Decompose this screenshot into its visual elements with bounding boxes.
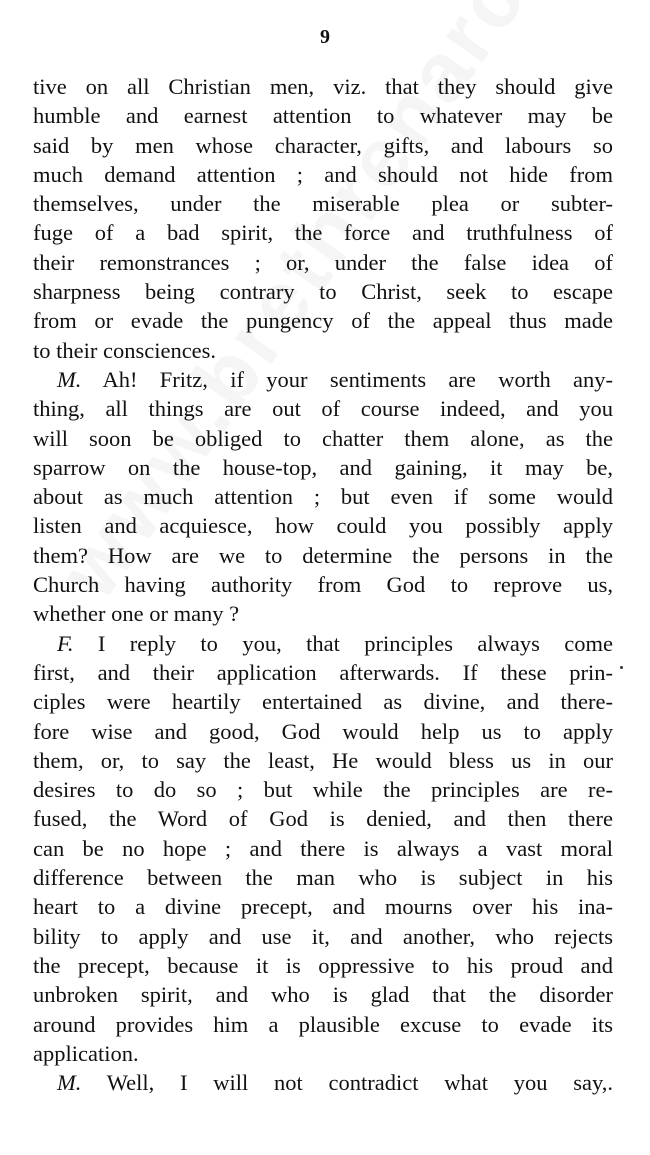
body-text xyxy=(33,72,613,1097)
text-line xyxy=(33,1068,613,1097)
speaker-label: F. xyxy=(57,630,74,656)
text-line: will soon be obliged to chatter them alone, as the xyxy=(33,425,613,451)
ink-speck xyxy=(620,666,623,669)
text-line: bility to apply and use it, and another, who rejects xyxy=(33,923,613,949)
text-line xyxy=(33,629,613,658)
paragraph-4 xyxy=(33,1068,613,1097)
text-line: sparrow on the house-top, and gaining, it may be, xyxy=(33,454,613,480)
line-text: I reply to you, that principles always come xyxy=(97,630,613,656)
text-line: to their consciences. xyxy=(33,337,217,363)
page-number: 9 xyxy=(320,26,330,48)
text-line: fused, the Word of God is denied, and then there xyxy=(33,806,613,832)
text-line: listen and acquiesce, how could you possibly apply xyxy=(33,513,613,539)
text-line: them, or, to say the least, He would bless us in our xyxy=(33,747,613,773)
text-line: tive on all Christian men, viz. that they should give xyxy=(33,74,613,99)
paragraph-3 xyxy=(33,629,613,1068)
text-line: whether one or many ? xyxy=(33,601,240,627)
text-line: desires to do so ; but while the principles are re- xyxy=(33,777,613,803)
text-line: humble and earnest attention to whatever may be xyxy=(33,103,613,129)
text-line: themselves, under the miserable plea or subter- xyxy=(33,191,613,217)
text-line: the precept, because it is oppressive to his proud and xyxy=(33,952,613,978)
text-line: from or evade the pungency of the appeal thus made xyxy=(33,308,613,334)
text-line xyxy=(33,365,613,394)
line-text: Ah! Fritz, if your sentiments are worth any- xyxy=(102,366,614,392)
text-line: said by men whose character, gifts, and labours so xyxy=(33,132,613,158)
paragraph-1 xyxy=(33,72,613,365)
text-line: application. xyxy=(33,1040,139,1066)
text-line: unbroken spirit, and who is glad that the disorder xyxy=(33,982,613,1008)
text-line: heart to a divine precept, and mourns over his ina- xyxy=(33,894,613,920)
text-line: thing, all things are out of course indeed, and you xyxy=(33,396,613,422)
text-line: Church having authority from God to reprove us, xyxy=(33,572,613,598)
text-line: fuge of a bad spirit, the force and truthfulness of xyxy=(33,220,613,246)
text-line: ciples were heartily entertained as divine, and there- xyxy=(33,689,613,715)
text-line: about as much attention ; but even if some would xyxy=(33,484,613,510)
text-line: them? How are we to determine the persons in the xyxy=(33,542,613,568)
text-line: sharpness being contrary to Christ, seek to escape xyxy=(33,279,613,305)
line-text: Well, I will not contradict what you say,. xyxy=(106,1070,613,1096)
speaker-label: M. xyxy=(57,1070,82,1096)
text-line: first, and their application afterwards. If these prin- xyxy=(33,659,613,685)
paragraph-2 xyxy=(33,365,613,629)
speaker-label: M. xyxy=(57,366,82,392)
text-line: can be no hope ; and there is always a vast moral xyxy=(33,835,613,861)
text-line: difference between the man who is subject in his xyxy=(33,865,613,891)
text-line: their remonstrances ; or, under the false idea of xyxy=(33,249,613,275)
text-line: around provides him a plausible excuse to evade its xyxy=(33,1011,613,1037)
text-line: much demand attention ; and should not hide from xyxy=(33,161,613,187)
text-line: fore wise and good, God would help us to apply xyxy=(33,718,613,744)
